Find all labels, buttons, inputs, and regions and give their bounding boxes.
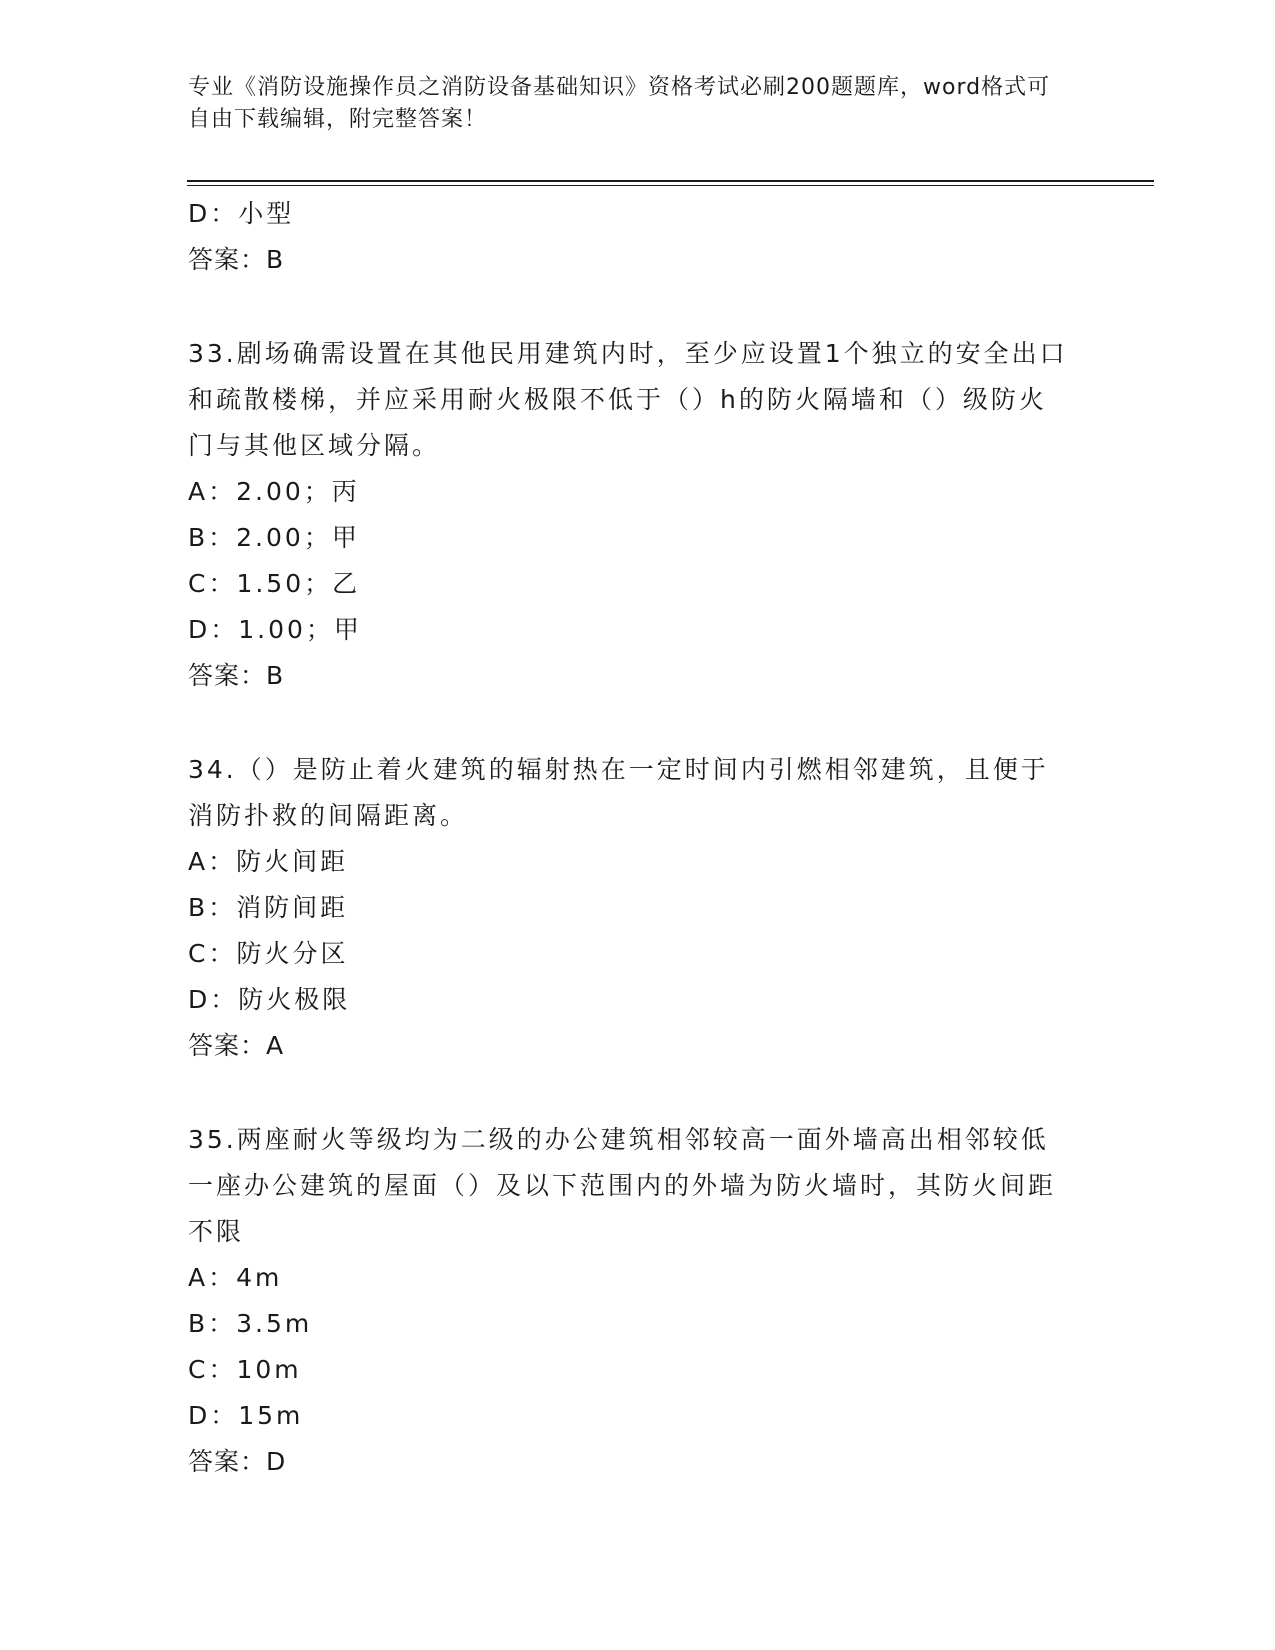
- question-stem: 35.两座耐火等级均为二级的办公建筑相邻较高一面外墙高出相邻较低一座办公建筑的屋面（）及以下范围内的外墙为防火墙时，其防火间距不限: [188, 1125, 1057, 1246]
- question-content: [188, 191, 1088, 1485]
- option-a: A：防火间距: [188, 847, 349, 876]
- option-d: D：防火极限: [188, 985, 351, 1014]
- option-a: A：2.00；丙: [188, 477, 360, 506]
- question-33: [188, 331, 1088, 699]
- option-d: D：1.00；甲: [188, 615, 362, 644]
- header-divider: [187, 180, 1154, 182]
- option-b: B：3.5m: [188, 1309, 313, 1338]
- option-d: D：15m: [188, 1401, 304, 1430]
- page-header: 专业《消防设施操作员之消防设备基础知识》资格考试必刷200题题库，word格式可自由下载编辑，附完整答案！: [188, 75, 1051, 132]
- question-stem: 33.剧场确需设置在其他民用建筑内时，至少应设置1个独立的安全出口和疏散楼梯，并应采用耐火极限不低于（）h的防火隔墙和（）级防火门与其他区域分隔。: [188, 339, 1068, 460]
- answer-line: 答案：B: [188, 661, 285, 690]
- carryover-option-d: D：小型: [188, 199, 295, 228]
- option-c: C：防火分区: [188, 939, 349, 968]
- question-stem: 34.（）是防止着火建筑的辐射热在一定时间内引燃相邻建筑，且便于消防扑救的间隔距离。: [188, 755, 1049, 830]
- question-35: [188, 1117, 1088, 1485]
- option-b: B：消防间距: [188, 893, 349, 922]
- carryover-answer: 答案：B: [188, 245, 285, 274]
- option-b: B：2.00；甲: [188, 523, 360, 552]
- question-34: [188, 747, 1088, 1069]
- answer-line: 答案：A: [188, 1031, 285, 1060]
- header-divider-thin: [187, 185, 1154, 186]
- answer-line: 答案：D: [188, 1447, 287, 1476]
- option-a: A：4m: [188, 1263, 283, 1292]
- option-c: C：1.50；乙: [188, 569, 361, 598]
- option-c: C：10m: [188, 1355, 302, 1384]
